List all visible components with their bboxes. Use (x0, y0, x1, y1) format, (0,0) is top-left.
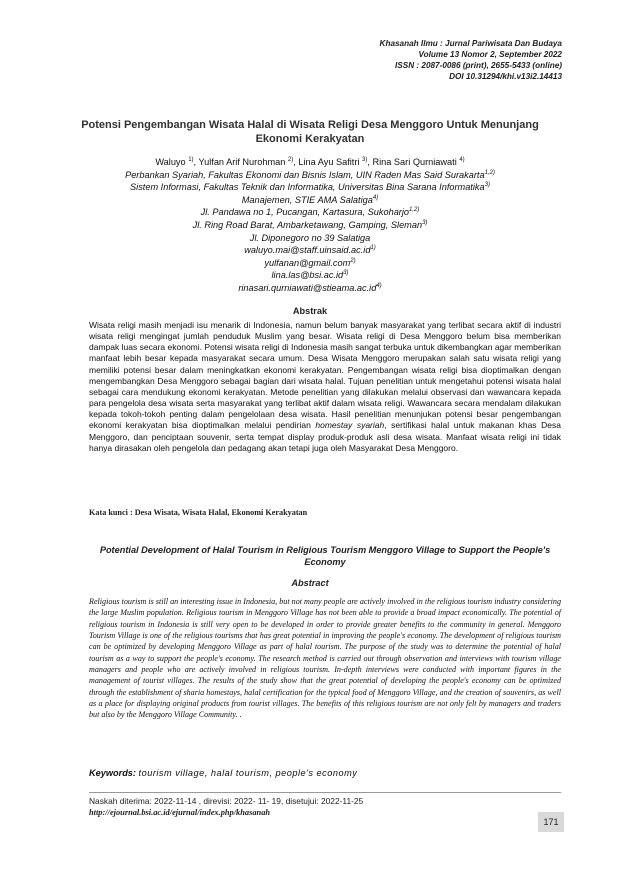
journal-url[interactable]: http://ejournal.bsi.ac.id/ejurnal/index.php/khasanah (89, 808, 271, 817)
page-number: 171 (538, 812, 564, 832)
address: Jl. Diponegoro no 39 Salatiga (249, 232, 371, 243)
author-marker: 1) (188, 156, 194, 163)
english-title: Potential Development of Halal Tourism in Religious Tourism Menggoro Village to Support the People's Economy (99, 545, 551, 567)
affiliation: Manajemen, STIE AMA Salatiga$^{4)}$ (241, 194, 379, 205)
author-separator: , (193, 157, 199, 167)
paper-title: Potensi Pengembangan Wisata Halal di Wisata Religi Desa Menggoro Untuk Menunjang Ekonomi Kerakyatan (81, 119, 539, 145)
affiliation: Perbankan Syariah, Fakultas Ekonomi dan Bisnis Islam, UIN Raden Mas Said Surakarta$^{1,2)}$ (125, 169, 495, 180)
keywords-label: Keywords: (89, 768, 136, 778)
author-names (70, 156, 550, 169)
footer-divider (89, 792, 561, 793)
abstrak-body: Wisata religi masih menjadi isu menarik di Indonesia, namun belum banyak masyarakat yang terlibat secara aktif di industri wisata religi mengingat jumlah penduduk Muslim yang besar. Wisata religi di Desa Menggoro belum bisa memberikan dampak luas secara ekonomi. Potensi wisata religi di Indonesia masih sangat terbuka untuk dikembangkan agar memberikan manfaat lebih besar kepada masyarakat secara umum. Desa Wisata Menggoro merupakan salah satu wisata religi yang memiliki potensi besar dalam meningkatkan ekonomi kerakyatan. Pengembangan wisata religi bisa dioptimalkan dengan mengembangkan Desa Menggoro sebagai bagian dari wisata halal. Tujuan penelitian untuk mengetahui potensi wisata halal sebagai cara mendukung ekonomi kerakyatan. Metode penelitian yang dilakukan melalui observasi dan wawancara kepada para pengelola desa wisata serta masyarakat yang terlibat aktif dalam wisata religi. Wawancara secara mendalam dilakukan kepada tokoh-tokoh penting dalam pengelolaan desa wisata. Hasil penelitian menunjukan potensi besar pengembangan ekonomi kerakyatan bisa dioptimalkan melalui pendirian homestay syariah, sertifikasi halal untuk makanan khas Desa Menggoro, dan penciptaan souvenir, serta tempat display produk-produk asli desa wisata. Manfaat wisata religi ini tidak hanya dirasakan oleh pengelola dan pedagang akan tetapi juga oleh Masyarakat Desa Menggoro. (89, 320, 561, 453)
affiliation: Sistem Informasi, Fakultas Teknik dan Informatika, Universitas Bina Sarana Informatika$^{3)}$ (130, 182, 490, 193)
author-marker: 2) (287, 156, 294, 163)
author-name: Waluyo (155, 157, 186, 167)
journal-doi: DOI 10.31294/khi.v13i2.14413 (449, 72, 562, 81)
journal-volume: Volume 13 Nomor 2, September 2022 (418, 50, 562, 59)
author-name: Rina Sari Qurniawati (372, 157, 457, 167)
journal-name: Khasanah Ilmu : Jurnal Pariwisata Dan Budaya (379, 39, 562, 48)
author-separator: , (367, 157, 373, 167)
journal-issn: ISSN : 2087-0086 (print), 2655-5433 (online) (395, 61, 562, 70)
kata-kunci: Kata kunci : Desa Wisata, Wisata Halal, Ekonomi Kerakyatan (89, 508, 308, 517)
submission-dates: Naskah diterima: 2022-11-14 , direvisi: 2022- 11- 19, disetujui: 2022-11-25 (89, 796, 364, 806)
abstrak-emphasis: homestay syariah (315, 420, 385, 431)
author-block (70, 156, 550, 295)
author-name: Lina Ayu Safitri (298, 157, 360, 167)
email: $waluyo.mai@staff.uinsaid.ac.id^{1)}$ (244, 245, 376, 256)
email: yulfanan@gmail.com$^{2)}$ (264, 257, 356, 268)
keywords-value: tourism village, halal tourism, people's economy (138, 768, 358, 778)
email: $rinasari.qurniawati@stieama.ac.id^{4)}$ (238, 282, 382, 293)
email: $lina.las@bsi.ac.id^{3)}$ (271, 270, 349, 281)
abstrak-heading: Abstrak (292, 306, 328, 316)
author-name: Yulfan Arif Nurohman (198, 157, 286, 167)
abstract-heading: Abstract (291, 578, 329, 588)
address: Jl. Ring Road Barat, Ambarketawang, Gamping, Sleman$^{3)}$ (192, 219, 428, 230)
abstract-body: Religious tourism is still an interesting issue in Indonesia, but not many people are actively involved in the religious tourism industry considering the large Muslim population. Religious tourism in Menggoro Village has not been able to provide a broad impact economically. The potential of religious tourism in Indonesia is still very open to be developed in order to provide greater benefits to the community in general. Menggoro Tourism Village is one of the religious tourisms that has great potential in improving the people's economy. The development of religious tourism can be optimized by developing Menggoro Village as part of halal tourism. The purpose of the study was to determine the potential of halal tourism as a way to support the people's economy. The research method is carried out through observation and interviews with tourism village managers and people who are actively involved in religious tourism. In-depth interviews were conducted with important figures in the management of tourist villages. The results of the study show that the great potential of developing the people's economy can be optimized through the establishment of sharia homestays, halal certification for the typical food of Menggoro Village, and the creation of souvenirs, as well as a place for displaying original products from tourist villages. The benefits of this religious tourism are not only felt by managers and traders but also by the Menggoro Village Community. . (89, 597, 561, 720)
author-separator: , (293, 157, 299, 167)
address: Jl. Pandawa no 1, Pucangan, Kartasura, Sukoharjo$^{1,2)}$ (200, 207, 420, 218)
author-marker: 3) (362, 156, 368, 163)
author-marker: 4) (459, 156, 465, 163)
keywords (89, 768, 561, 778)
journal-header (380, 38, 562, 82)
footer (89, 796, 529, 818)
